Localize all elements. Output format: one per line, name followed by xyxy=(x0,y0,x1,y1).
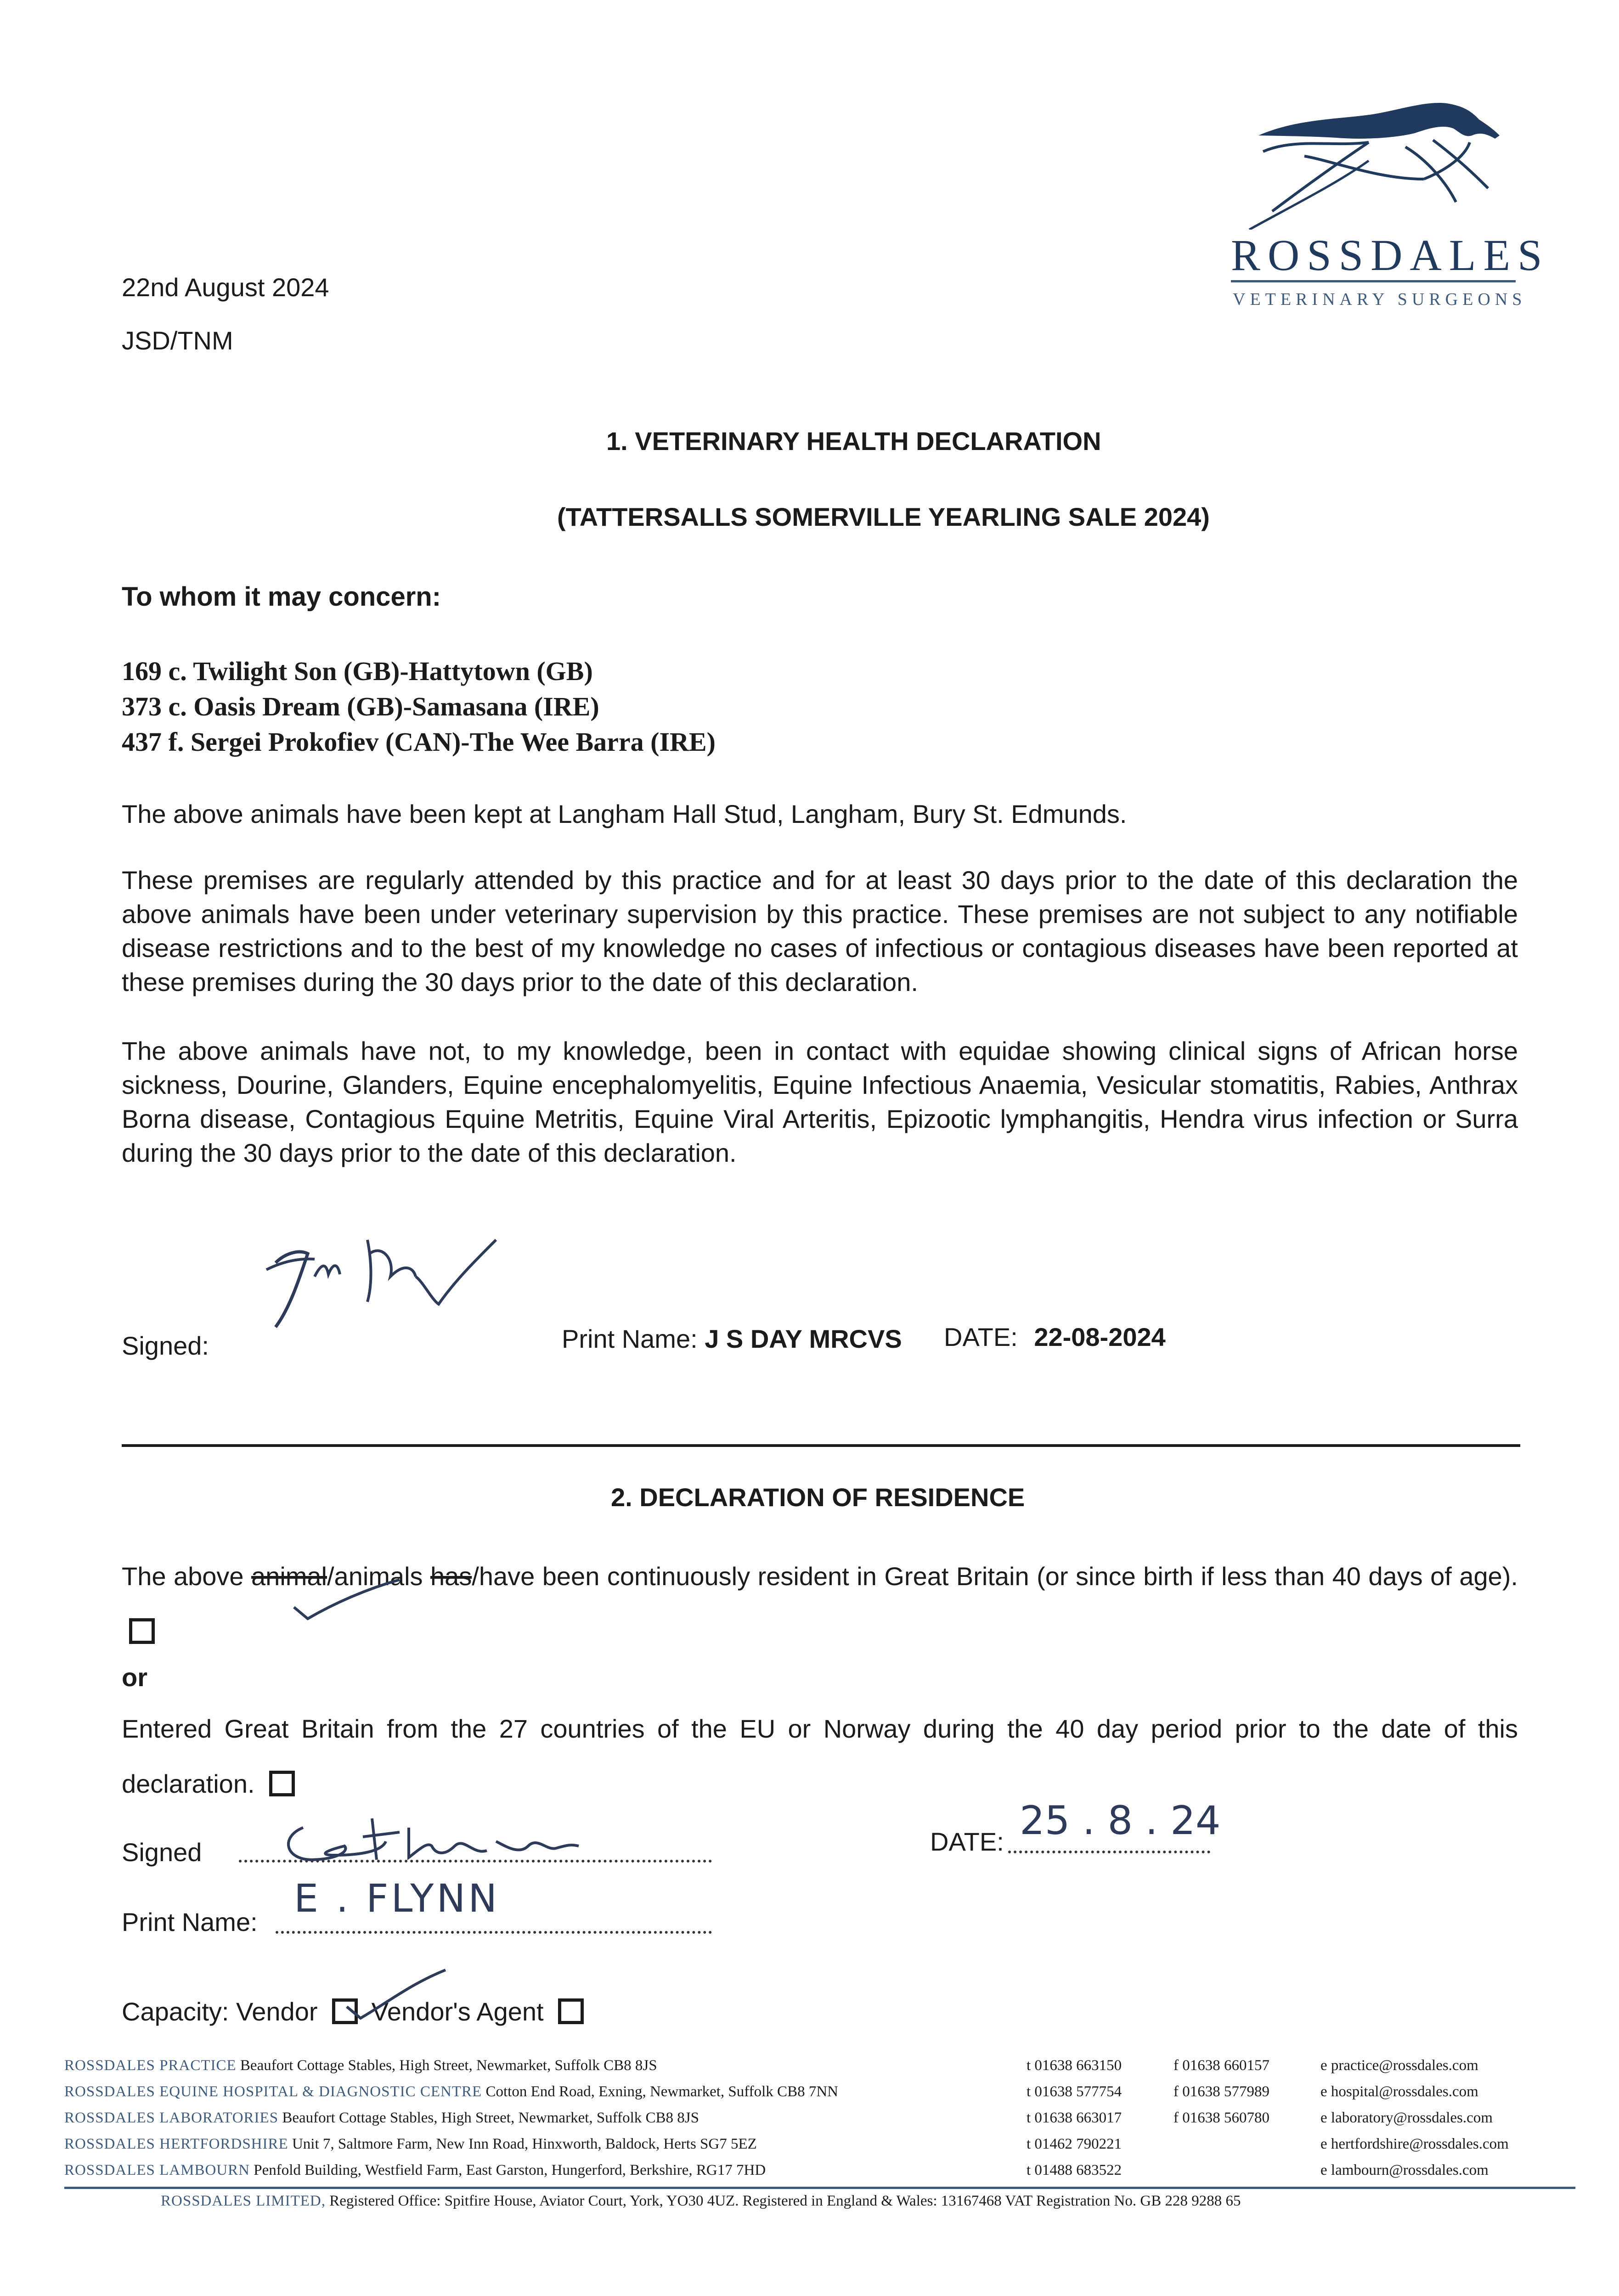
or-label: or xyxy=(122,1663,147,1692)
entered-statement: Entered Great Britain from the 27 countries of the EU or Norway during the 40 day period prior to the date of this declaration. xyxy=(122,1714,1518,1798)
signed-label: Signed: xyxy=(122,1331,209,1360)
vendor-signed-label: Signed xyxy=(122,1838,202,1867)
salutation: To whom it may concern: xyxy=(122,582,441,612)
section2-heading: 2. DECLARATION OF RESIDENCE xyxy=(611,1483,1025,1512)
print-name-label: Print Name: xyxy=(562,1324,698,1353)
vendor-signature xyxy=(271,1800,620,1874)
entered-checkbox[interactable] xyxy=(269,1771,295,1796)
date-label: DATE: xyxy=(944,1322,1018,1351)
section1-heading: 1. VETERINARY HEALTH DECLARATION xyxy=(606,427,1101,456)
list-item: 437 f. Sergei Prokofiev (CAN)-The Wee Barra (IRE) xyxy=(122,727,716,757)
footer-row: ROSSDALES LAMBOURN Penfold Building, Westfield Farm, East Garston, Hungerford, Berkshire, RG17 7HD xyxy=(64,2162,766,2178)
email-link[interactable]: e hospital@rossdales.com xyxy=(1320,2083,1478,2100)
brand-name: ROSSDALES xyxy=(1231,231,1550,280)
vendor-agent-label: Vendor's Agent xyxy=(371,1997,544,2026)
capacity-label: Capacity: xyxy=(122,1997,229,2026)
list-item: 169 c. Twilight Son (GB)-Hattytown (GB) xyxy=(122,656,593,686)
logo xyxy=(1213,92,1550,321)
vet-signature xyxy=(257,1212,533,1332)
footer-row: ROSSDALES LABORATORIES Beaufort Cottage Stables, High Street, Newmarket, Suffolk CB8 8JS xyxy=(64,2110,699,2126)
list-item: 373 c. Oasis Dream (GB)-Samasana (IRE) xyxy=(122,692,599,721)
vendor-label: Vendor xyxy=(236,1997,318,2026)
contact-paragraph: The above animals have not, to my knowledge, been in contact with equidae showing clinical signs of African horse sickness, Dourine, Glanders, Equine encephalomyelitis, Equine Infectious Anaemia, Vesicular stomatitis, Rabies, Anthrax Borna disease, Contagious Equine Metritis, Equine Viral Arteritis, Epizootic lymphangitis, Hendra virus infection or Surra during the 30 days prior to the date of this declaration. xyxy=(122,1036,1518,1167)
footer-row: ROSSDALES PRACTICE Beaufort Cottage Stables, High Street, Newmarket, Suffolk CB8 8JS xyxy=(64,2057,657,2074)
footer-faxes: f 01638 660157 f 01638 577989 f 01638 560780 xyxy=(1173,2057,1269,2126)
brand-tagline: VETERINARY SURGEONS xyxy=(1233,290,1527,309)
email-link[interactable]: e lambourn@rossdales.com xyxy=(1320,2162,1489,2178)
email-link[interactable]: e laboratory@rossdales.com xyxy=(1320,2110,1493,2126)
brand-rule xyxy=(1231,280,1516,282)
footer-row: ROSSDALES HERTFORDSHIRE Unit 7, Saltmore Farm, New Inn Road, Hinxworth, Baldock, Herts SG7 5EZ xyxy=(64,2136,757,2152)
vendor-agent-checkbox[interactable] xyxy=(558,1998,584,2024)
email-link[interactable]: e practice@rossdales.com xyxy=(1320,2057,1478,2074)
horse-logo-icon xyxy=(1231,92,1516,230)
resident-checkbox[interactable] xyxy=(129,1618,155,1644)
letter-date: 22nd August 2024 xyxy=(122,273,329,302)
date-row xyxy=(944,1321,1166,1354)
vendor-print-name-label: Print Name: xyxy=(122,1908,258,1936)
vendor-date-label: DATE: xyxy=(930,1827,1004,1856)
handwritten-name: E . FLYNN xyxy=(294,1876,500,1921)
letter-reference: JSD/TNM xyxy=(122,326,233,355)
kept-at-paragraph: The above animals have been kept at Langham Hall Stud, Langham, Bury St. Edmunds. xyxy=(122,799,1127,828)
footer-addresses xyxy=(64,2053,838,2183)
animal-list xyxy=(122,653,716,760)
section-divider xyxy=(122,1444,1520,1447)
print-name-value: J S DAY MRCVS xyxy=(705,1324,902,1353)
footer-phones: t 01638 663150 t 01638 577754 t 01638 663017 t 01462 790221 t 01488 683522 xyxy=(1027,2057,1122,2178)
print-name-line[interactable] xyxy=(276,1922,712,1934)
section1-subheading: (TATTERSALLS SOMERVILLE YEARLING SALE 2024) xyxy=(557,502,1210,531)
checkmark-icon xyxy=(289,1575,409,1630)
premises-paragraph: These premises are regularly attended by this practice and for at least 30 days prior to the date of this declaration the above animals have been under veterinary supervision by this practice. These premises are not subject to any notifiable disease restrictions and to the best of my knowledge no cases of infectious or contagious diseases have been reported at these premises during the 30 days prior to the date of this declaration. xyxy=(122,866,1518,996)
vendor-checkmark-icon xyxy=(342,1965,452,2025)
footer-row: ROSSDALES EQUINE HOSPITAL & DIAGNOSTIC CENTRE Cotton End Road, Exning, Newmarket, Suffolk CB8 7NN xyxy=(64,2083,838,2100)
residence-statement: The above animal/animals has/have been continuously resident in Great Britain (or since birth if less than 40 days of age). xyxy=(122,1549,1518,1659)
registered-office: ROSSDALES LIMITED, Registered Office: Spitfire House, Aviator Court, York, YO30 4UZ. Registered in England & Wales: 13167468 VAT Registration No. GB 228 9288 65 xyxy=(161,2193,1241,2209)
date-value: 22-08-2024 xyxy=(1034,1322,1166,1351)
footer-emails xyxy=(1320,2053,1509,2183)
email-link[interactable]: e hertfordshire@rossdales.com xyxy=(1320,2136,1509,2152)
handwritten-date: 25 . 8 . 24 xyxy=(1020,1798,1221,1844)
print-name-row xyxy=(562,1322,902,1356)
